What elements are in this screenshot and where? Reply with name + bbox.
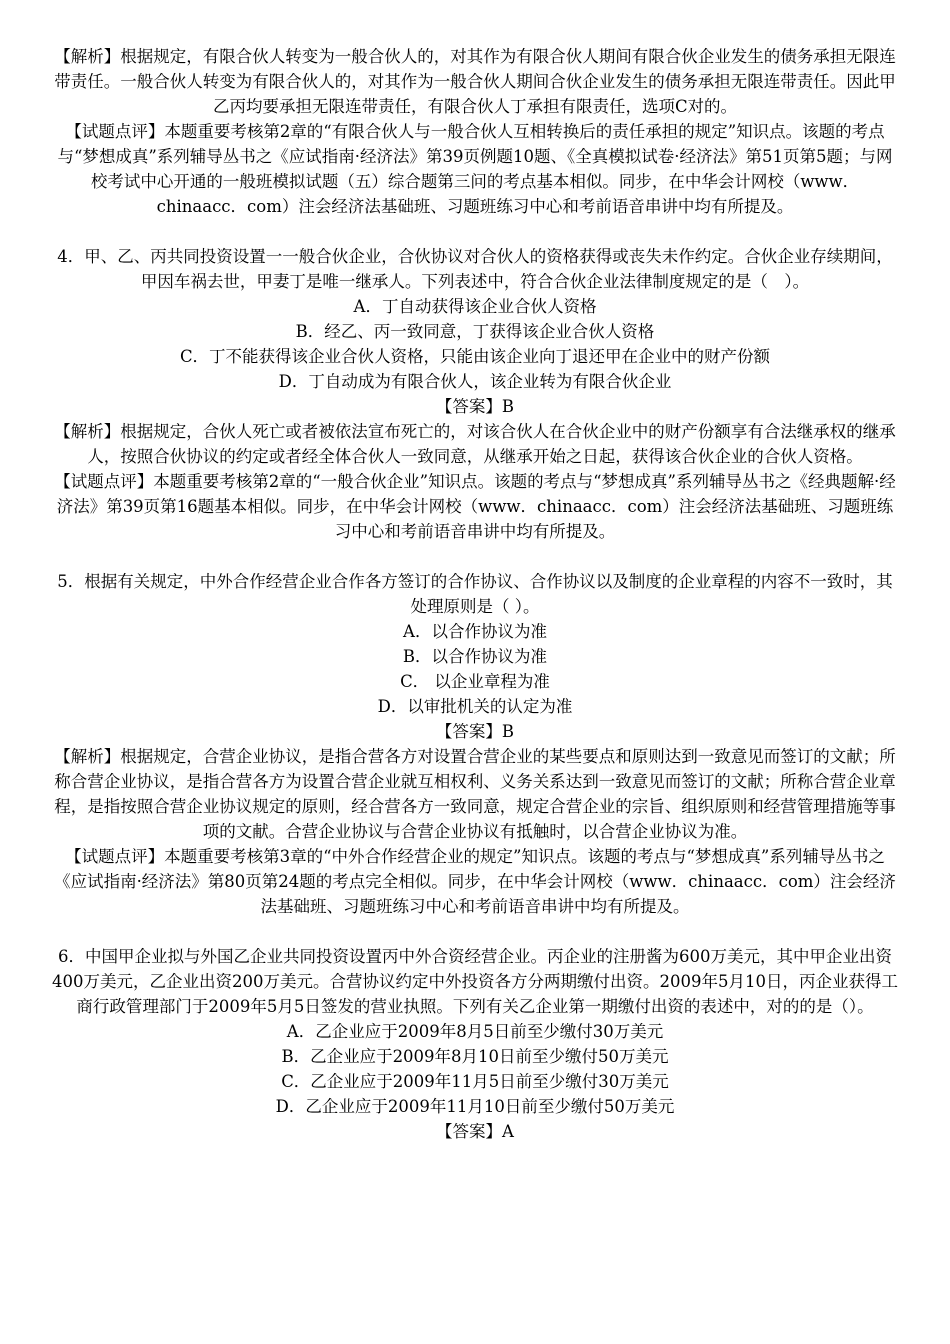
question-5	[50, 569, 900, 919]
analysis-paragraph: 【解析】根据规定，合营企业协议，是指合营各方对设置合营企业的某些要点和原则达到一致意见而签订的文献；所称合营企业协议，是指合营各方为设置合营企业就互相权利、义务关系达到一致意见而签订的文献；所称合营企业章程，是指按照合营企业协议规定的原则，经合营各方一致同意，规定合营企业的宗旨、组织原则和经营管理措施等事项的文献。合营企业协议与合营企业协议有抵触时，以合营企业协议为准。	[54, 747, 896, 841]
option-a: A．以合作协议为准	[403, 622, 547, 641]
spacer	[50, 919, 900, 944]
answer-line: 【答案】B	[435, 397, 515, 416]
option-a: A．丁自动获得该企业合伙人资格	[353, 297, 597, 316]
analysis-paragraph: 【解析】根据规定，有限合伙人转变为一般合伙人的，对其作为有限合伙人期间有限合伙企业发生的债务承担无限连带责任。一般合伙人转变为有限合伙人的，对其作为一般合伙人期间合伙企业发生的债务承担无限连带责任。因此甲乙丙均要承担无限连带责任，有限合伙人丁承担有限责任，选项C对的。	[54, 47, 896, 116]
option-a: A．乙企业应于2009年8月5日前至少缴付30万美元	[286, 1022, 664, 1041]
spacer	[50, 544, 900, 569]
option-c: C．丁不能获得该企业合伙人资格，只能由该企业向丁退还甲在企业中的财产份额	[179, 347, 771, 366]
review-paragraph: 【试题点评】本题重要考核第3章的“中外合作经营企业的规定”知识点。该题的考点与“梦想成真”系列辅导丛书之《应试指南·经济法》第80页第24题的考点完全相似。同步，在中华会计网校（www．chinaacc．com）注会经济法基础班、习题班练习中心和考前语音串讲中均有所提及。	[54, 847, 896, 916]
answer-line: 【答案】A	[436, 1122, 514, 1141]
option-c: C． 以企业章程为准	[400, 672, 550, 691]
review-paragraph: 【试题点评】本题重要考核第2章的“一般合伙企业”知识点。该题的考点与“梦想成真”系列辅导丛书之《经典题解·经济法》第39页第16题基本相似。同步，在中华会计网校（www．chinaacc．com）注会经济法基础班、习题班练习中心和考前语音串讲中均有所提及。	[54, 472, 896, 541]
option-b: B．经乙、丙一致同意，丁获得该企业合伙人资格	[295, 322, 655, 341]
question-6	[50, 944, 900, 1144]
analysis-paragraph: 【解析】根据规定，合伙人死亡或者被依法宣布死亡的，对该合伙人在合伙企业中的财产份额享有合法继承权的继承人，按照合伙协议的约定或者经全体合伙人一致同意，从继承开始之日起，获得该合伙企业的合伙人资格。	[54, 422, 896, 466]
option-b: B．乙企业应于2009年8月10日前至少缴付50万美元	[281, 1047, 669, 1066]
previous-question-tail	[50, 44, 900, 219]
question-text: 6．中国甲企业拟与外国乙企业共同投资设置丙中外合资经营企业。丙企业的注册酱为600万美元，其中甲企业出资400万美元，乙企业出资200万美元。合营协议约定中外投资各方分两期缴付出资。2009年5月10日，丙企业获得工商行政管理部门于2009年5月5日签发的营业执照。下列有关乙企业第一期缴付出资的表述中，对的的是（）。	[52, 947, 898, 1016]
question-text: 4．甲、乙、丙共同投资设置一一般合伙企业，合伙协议对合伙人的资格获得或丧失未作约定。合伙企业存续期间，甲因车祸去世，甲妻丁是唯一继承人。下列表述中，符合合伙企业法律制度规定的是（ ）。	[57, 247, 893, 291]
review-paragraph: 【试题点评】本题重要考核第2章的“有限合伙人与一般合伙人互相转换后的责任承担的规定”知识点。该题的考点与“梦想成真”系列辅导丛书之《应试指南·经济法》第39页例题10题、《全真模拟试卷·经济法》第51页第5题；与网校考试中心开通的一般班模拟试题（五）综合题第三问的考点基本相似。同步，在中华会计网校（www．chinaacc．com）注会经济法基础班、习题班练习中心和考前语音串讲中均有所提及。	[57, 122, 893, 216]
question-text: 5．根据有关规定，中外合作经营企业合作各方签订的合作协议、合作协议以及制度的企业章程的内容不一致时，其处理原则是（ ）。	[57, 572, 893, 616]
option-c: C．乙企业应于2009年11月5日前至少缴付30万美元	[281, 1072, 669, 1091]
option-b: B．以合作协议为准	[402, 647, 548, 666]
spacer	[50, 219, 900, 244]
question-4	[50, 244, 900, 544]
option-d: D．以审批机关的认定为准	[377, 697, 573, 716]
option-d: D．乙企业应于2009年11月10日前至少缴付50万美元	[275, 1097, 675, 1116]
answer-line: 【答案】B	[435, 722, 515, 741]
option-d: D．丁自动成为有限合伙人，该企业转为有限合伙企业	[278, 372, 672, 391]
